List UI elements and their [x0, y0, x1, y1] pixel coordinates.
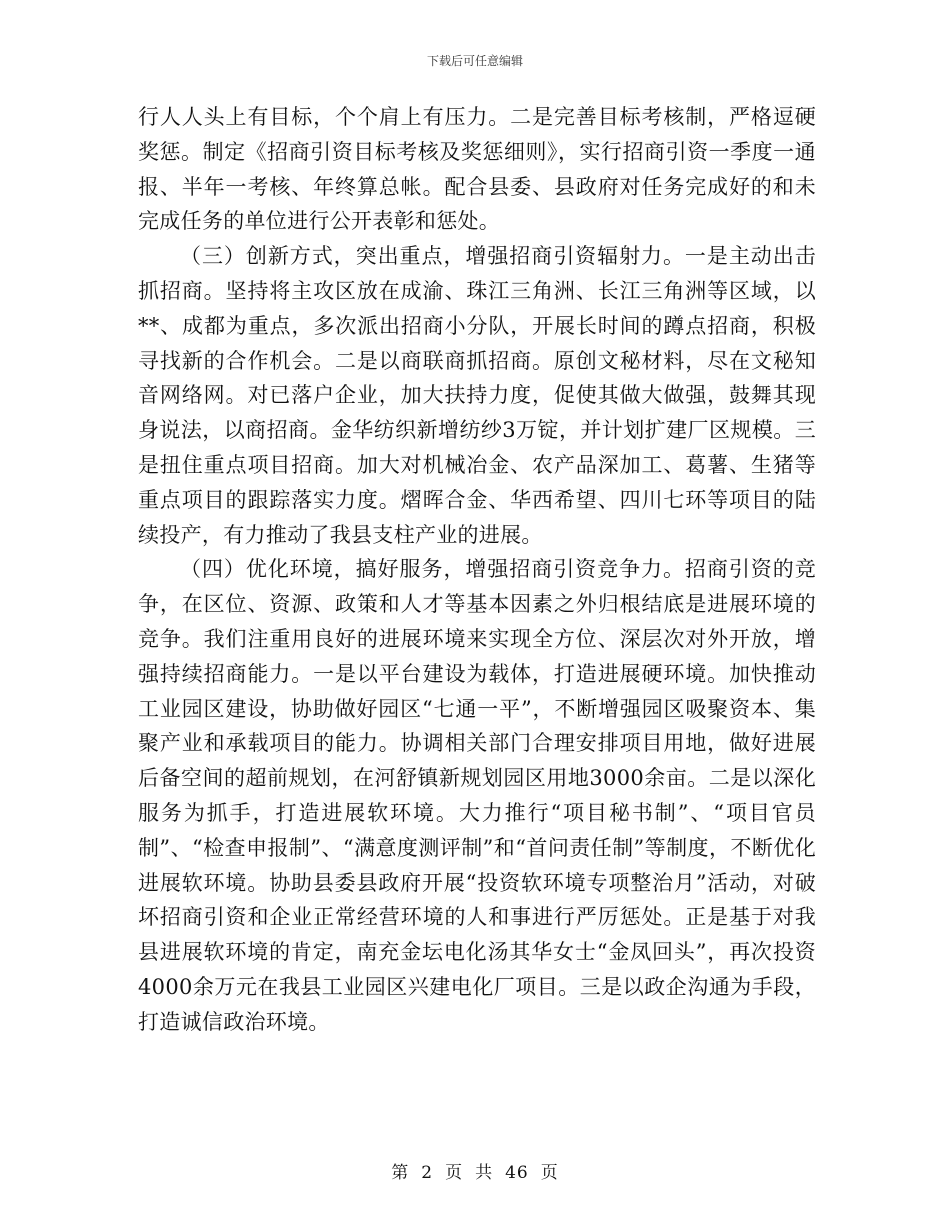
paragraph-continuation: 行人人头上有目标，个个肩上有压力。二是完善目标考核制，严格逗硬奖惩。制定《招商引资目标考核及奖惩细则》，实行招商引资一季度一通报、半年一考核、年终算总帐。配合县委、县政府对任务完成好的和未完成任务的单位进行公开表彰和惩处。	[138, 105, 816, 234]
footer-total-pages: 46	[505, 1163, 529, 1183]
footer-prefix: 第	[391, 1163, 410, 1183]
page-header: 下载后可任意编辑	[426, 54, 523, 68]
document-body	[138, 100, 816, 1040]
footer-page-word: 页	[445, 1163, 464, 1183]
footer-total-word: 共	[475, 1163, 494, 1183]
paragraph-section-three: （三）创新方式，突出重点，增强招商引资辐射力。一是主动出击抓招商。坚持将主攻区放在成渝、珠江三角洲、长江三角洲等区域，以**、成都为重点，多次派出招商小分队，开展长时间的蹲点招商，积极寻找新的合作机会。二是以商联商抓招商。原创文秘材料，尽在文秘知音网络网。对已落户企业，加大扶持力度，促使其做大做强，鼓舞其现身说法，以商招商。金华纺织新增纺纱3万锭，并计划扩建厂区规模。三是扭住重点项目招商。加大对机械冶金、农产品深加工、葛薯、生猪等重点项目的跟踪落实力度。熠晖合金、华西希望、四川七环等项目的陆续投产，有力推动了我县支柱产业的进展。	[138, 244, 816, 547]
footer-current-page: 2	[421, 1163, 434, 1183]
page-footer	[0, 1158, 950, 1183]
paragraph-section-four: （四）优化环境，搞好服务，增强招商引资竞争力。招商引资的竞争，在区位、资源、政策和人才等基本因素之外归根结底是进展环境的竞争。我们注重用良好的进展环境来实现全方位、深层次对外开放，增强持续招商能力。一是以平台建设为载体，打造进展硬环境。加快推动工业园区建设，协助做好园区“七通一平”，不断增强园区吸聚资本、集聚产业和承载项目的能力。协调相关部门合理安排项目用地，做好进展后备空间的超前规划，在河舒镇新规划园区用地3000余亩。二是以深化服务为抓手，打造进展软环境。大力推行“项目秘书制”、“项目官员制”、“检查申报制”、“满意度测评制”和“首问责任制”等制度，不断优化进展软环境。协助县委县政府开展“投资软环境专项整治月”活动，对破坏招商引资和企业正常经营环境的人和事进行严厉惩处。正是基于对我县进展软环境的肯定，南充金坛电化汤其华女士“金凤回头”，再次投资4000余万元在我县工业园区兴建电化厂项目。三是以政企沟通为手段，打造诚信政治环境。	[138, 557, 816, 1034]
footer-suffix: 页	[540, 1163, 559, 1183]
